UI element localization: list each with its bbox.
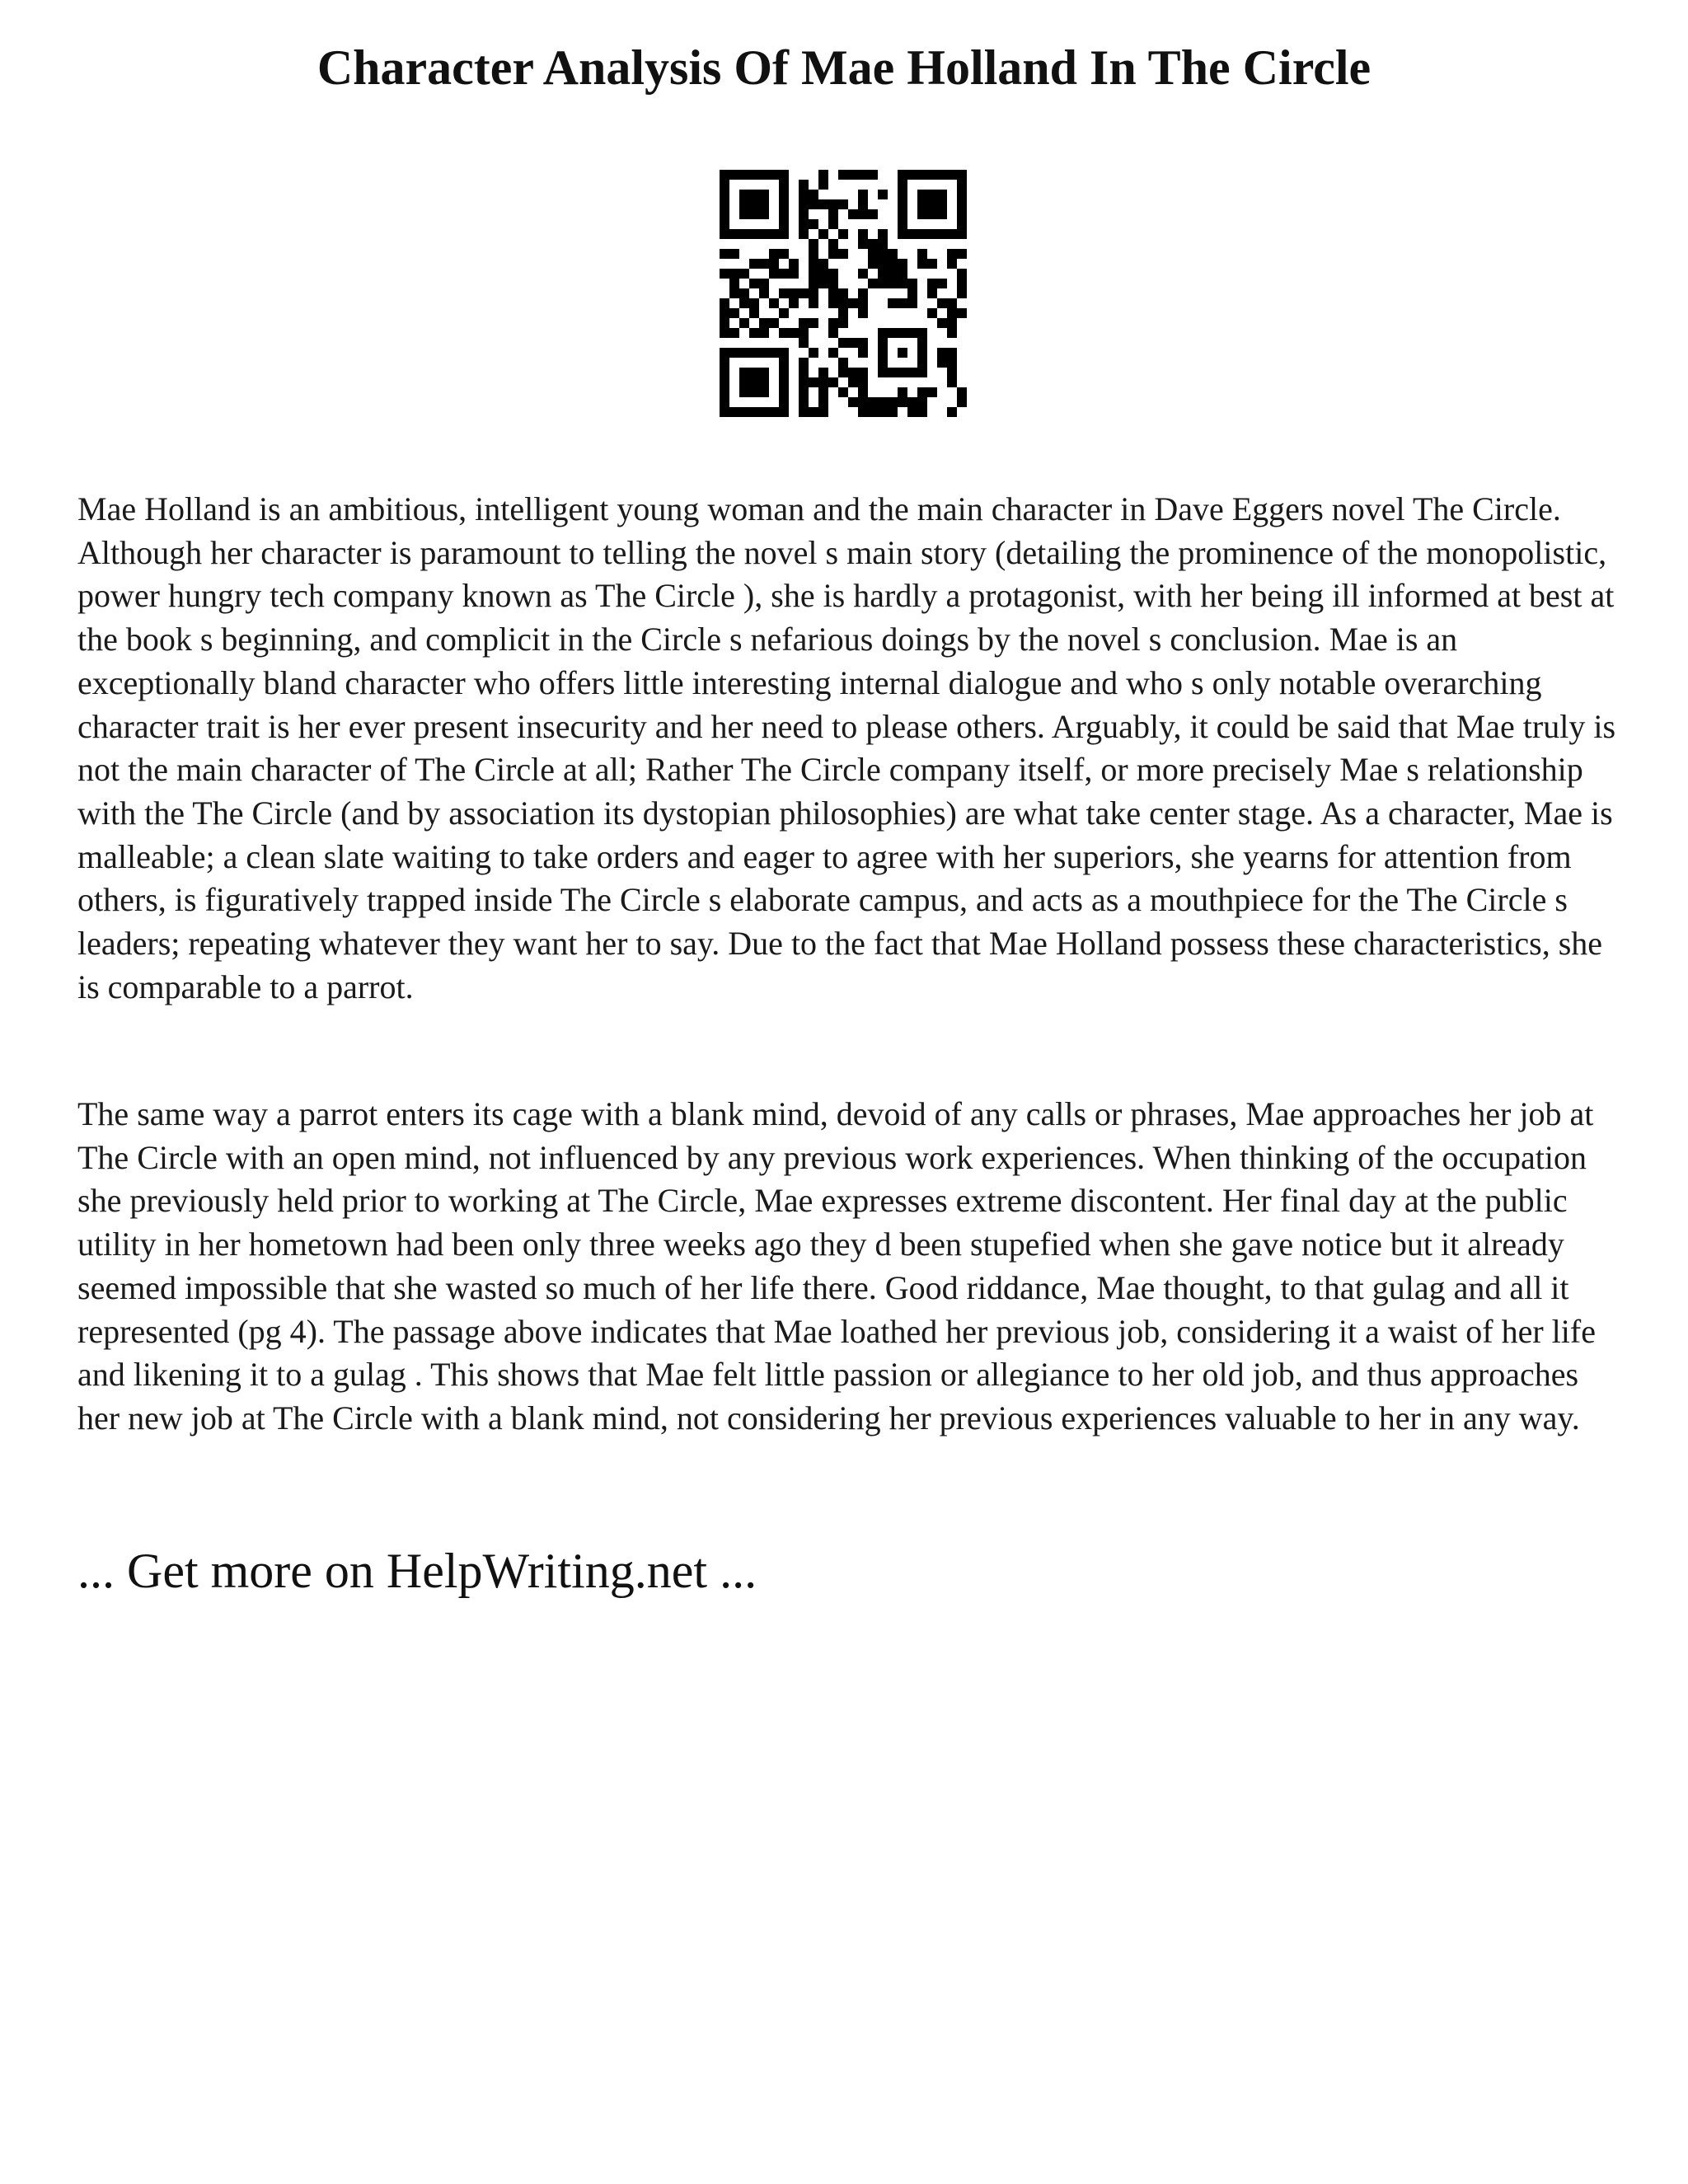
page-title: Character Analysis Of Mae Holland In The Circle xyxy=(316,40,1372,95)
paragraph-2: The same way a parrot enters its cage with a blank mind, devoid of any calls or phrases, Mae approaches her job at The Circle with an open mind, not influenced by any previous work experiences. When thinking of the occupation she previously held prior to working at The Circle, Mae expresses extreme discontent. Her final day at the public utility in her hometown had been only three weeks ago they d been stupefied when she gave notice but it already seemed impossible that she wasted so much of her life there. Good riddance, Mae thought, to that gulag and all it represented (pg 4). The passage above indicates that Mae loathed her previous job, considering it a waist of her life and likening it to a gulag . This shows that Mae felt little passion or allegiance to her old job, and thus approaches her new job at The Circle with a blank mind, not considering her previous experiences valuable to her in any way. xyxy=(77,1095,1596,1436)
get-more-link[interactable]: ... Get more on HelpWriting.net ... xyxy=(77,1544,757,1598)
paragraph-1: Mae Holland is an ambitious, intelligent young woman and the main character in Dave Eggers novel The Circle. Although her character is paramount to telling the novel s main story (detailing the prominence of the monopolistic, power hungry tech company known as The Circle ), she is hardly a protagonist, with her being ill informed at best at the book s beginning, and complicit in the Circle s nefarious doings by the novel s conclusion. Mae is an exceptionally bland character who offers little interesting internal dialogue and who s only notable overarching character trait is her ever present insecurity and her need to please others. Arguably, it could be said that Mae truly is not the main character of The Circle at all; Rather The Circle company itself, or more precisely Mae s relationship with the The Circle (and by association its dystopian philosophies) are what take center stage. As a character, Mae is malleable; a clean slate waiting to take orders and eager to agree with her superiors, she yearns for attention from others, is figuratively trapped inside The Circle s elaborate campus, and acts as a mouthpiece for the The Circle s leaders; repeating whatever they want her to say. Due to the fact that Mae Holland possess these characteristics, she is comparable to a parrot. xyxy=(77,490,1616,1005)
qr-code-icon xyxy=(720,170,967,417)
